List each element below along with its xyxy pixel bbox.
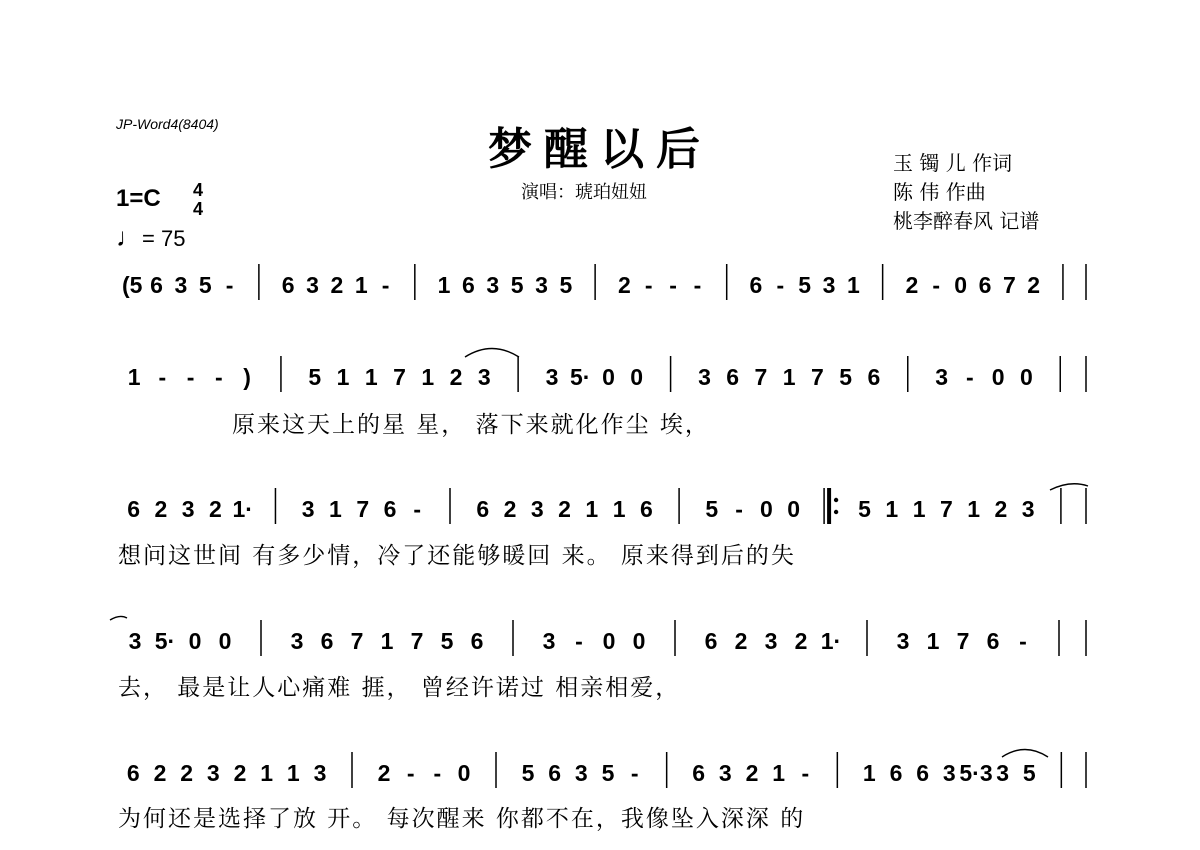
jianpu-note: 2	[794, 628, 808, 654]
dash-extension: -	[186, 364, 195, 390]
jianpu-note: 2	[377, 760, 391, 786]
jianpu-note: 6	[692, 760, 706, 786]
tie-arc	[1050, 484, 1088, 490]
dash-extension: -	[413, 496, 422, 522]
dash-extension: -	[630, 760, 639, 786]
jianpu-note: 2	[905, 272, 919, 298]
jianpu-note: 7	[410, 628, 424, 654]
jianpu-note: 1·	[232, 496, 253, 522]
time-signature-bottom: 4	[193, 199, 204, 219]
dash-extension: -	[735, 496, 743, 522]
jianpu-note: 3	[206, 760, 220, 786]
jianpu-note: 3	[545, 364, 559, 390]
transcriber-credit: 桃李醉春风 记谱	[893, 209, 1040, 233]
dash-extension: -	[433, 760, 442, 786]
jianpu-note: 5	[559, 272, 573, 298]
jianpu-note: 5	[858, 496, 871, 522]
jianpu-note: 7	[754, 364, 768, 390]
jianpu-note: 6	[548, 760, 562, 786]
lyric-line: 为何还是选择了放 开。 每次醒来 你都不在，我像坠入深深 的	[118, 806, 806, 832]
jianpu-note: 0	[602, 364, 615, 390]
tie-arc	[465, 349, 519, 358]
jianpu-note: 0	[457, 760, 471, 786]
jianpu-note: 3	[174, 272, 188, 298]
jianpu-note: 3	[181, 496, 195, 522]
jianpu-note: 3	[718, 760, 732, 786]
jianpu-note: 3	[574, 760, 588, 786]
jianpu-note: 5	[798, 272, 812, 298]
jianpu-note: 3	[1021, 496, 1035, 522]
dash-extension: -	[575, 628, 583, 654]
jianpu-note: 1	[329, 496, 342, 522]
dash-extension: -	[1019, 628, 1027, 654]
jianpu-note: 3	[313, 760, 327, 786]
jianpu-note: 3	[542, 628, 556, 654]
dash-extension: -	[158, 364, 167, 390]
jianpu-note: 2	[180, 760, 194, 786]
jianpu-note: 2	[734, 628, 748, 654]
jianpu-note: 1	[912, 496, 926, 522]
jianpu-note: 6	[978, 272, 992, 298]
repeat-dot	[834, 510, 838, 514]
jianpu-note: 1	[862, 760, 876, 786]
jianpu-note: 7	[350, 628, 364, 654]
dash-extension: -	[966, 364, 974, 390]
jianpu-note: 0	[218, 628, 232, 654]
jianpu-note: 1	[336, 364, 350, 390]
lyric-line: 原来这天上的星 星， 落下来就化作尘 埃，	[232, 412, 710, 438]
jianpu-note: 1	[127, 364, 141, 390]
jianpu-note: 3	[486, 272, 500, 298]
jianpu-note: 2	[449, 364, 463, 390]
key-signature: 1=C	[116, 185, 161, 212]
dash-extension: -	[776, 272, 785, 298]
jianpu-note: 6	[476, 496, 490, 522]
lyric-line: 去， 最是让人心痛难 捱， 曾经许诺过 相亲相爱，	[118, 675, 681, 701]
jianpu-note: 6	[867, 364, 881, 390]
jianpu-note: 7	[956, 628, 970, 654]
dash-extension: -	[669, 272, 677, 298]
jianpu-note: 3	[535, 272, 548, 298]
jianpu-note: 2	[1027, 272, 1041, 298]
dash-extension: -	[801, 760, 810, 786]
jianpu-note: 1	[885, 496, 899, 522]
time-signature-top: 4	[193, 180, 204, 200]
jianpu-note: 7	[811, 364, 824, 390]
jianpu-note: 0	[630, 364, 644, 390]
jianpu-note: 0	[632, 628, 646, 654]
jianpu-note: 3	[530, 496, 544, 522]
jianpu-note: 6	[916, 760, 930, 786]
jianpu-note: 2	[745, 760, 759, 786]
jianpu-note: 3	[290, 628, 304, 654]
jianpu-note: 6	[986, 628, 1000, 654]
jianpu-note: 0	[991, 364, 1005, 390]
dash-extension: -	[644, 272, 653, 298]
dash-extension: -	[225, 272, 234, 298]
jianpu-note: 7	[939, 496, 953, 522]
jianpu-note: 1	[847, 272, 860, 298]
jianpu-note: 1	[926, 628, 940, 654]
jianpu-note: 3	[996, 760, 1010, 786]
jianpu-note: 6	[150, 272, 163, 298]
jianpu-note: 3	[698, 364, 711, 390]
jianpu-note: 5	[521, 760, 535, 786]
jianpu-note: 1·	[820, 628, 842, 654]
dash-extension: -	[693, 272, 702, 298]
lyric-line: 想问这世间 有多少情，冷了还能够暖回 来。 原来得到后的失	[118, 543, 796, 569]
jianpu-note: 2	[558, 496, 571, 522]
jianpu-note: 5·	[154, 628, 176, 654]
jianpu-note: 1	[967, 496, 981, 522]
jianpu-note: 5	[1022, 760, 1036, 786]
jianpu-note: )	[243, 364, 251, 390]
jianpu-note: 0	[954, 272, 968, 298]
jianpu-note: 0	[1019, 364, 1033, 390]
jianpu-note: 1	[772, 760, 786, 786]
jianpu-note: 3	[935, 364, 949, 390]
lyricist-credit: 玉 镯 儿 作词	[893, 151, 1013, 175]
jianpu-note: 1	[585, 496, 599, 522]
jianpu-note: 1	[437, 272, 451, 298]
jianpu-note: 2	[503, 496, 517, 522]
tie-arc	[1002, 750, 1048, 758]
source-label: JP-Word4(8404)	[116, 116, 219, 132]
jianpu-note: 6	[889, 760, 903, 786]
dash-extension: -	[381, 272, 390, 298]
jianpu-note: 5	[839, 364, 853, 390]
jianpu-note: 6	[383, 496, 397, 522]
jianpu-note: 3	[301, 496, 315, 522]
jianpu-note: (5	[121, 272, 143, 298]
tempo-value: = 75	[142, 226, 186, 251]
tie-arc	[110, 616, 127, 620]
jianpu-note: 3	[128, 628, 142, 654]
jianpu-note: 5	[308, 364, 322, 390]
jianpu-note: 0	[759, 496, 773, 522]
jianpu-note: 0	[188, 628, 202, 654]
jianpu-note: 3	[477, 364, 491, 390]
jianpu-note: 6	[462, 272, 475, 298]
jianpu-note: 2	[233, 760, 247, 786]
jianpu-note: 5	[440, 628, 454, 654]
jianpu-note: 6	[470, 628, 484, 654]
jianpu-note: 6	[281, 272, 295, 298]
dash-extension: -	[214, 364, 223, 390]
jianpu-note: 6	[749, 272, 763, 298]
jianpu-note: 6	[726, 364, 740, 390]
jianpu-note: 1	[612, 496, 626, 522]
jianpu-note: 2	[153, 760, 167, 786]
jianpu-note: 7	[393, 364, 406, 390]
dash-extension: -	[932, 272, 941, 298]
quarter-note-icon: ♩	[116, 222, 142, 252]
jianpu-note: 2	[330, 272, 344, 298]
jianpu-note: 3	[942, 760, 956, 786]
jianpu-note: 5	[705, 496, 719, 522]
jianpu-note: 3	[822, 272, 836, 298]
jianpu-note: 1	[364, 364, 378, 390]
jianpu-note: 3	[896, 628, 910, 654]
jianpu-note: 1	[354, 272, 368, 298]
jianpu-note: 6	[126, 760, 140, 786]
jianpu-note: 5	[510, 272, 524, 298]
jianpu-note: 5	[601, 760, 615, 786]
jianpu-note: 2	[994, 496, 1008, 522]
composer-credit: 陈 伟 作曲	[893, 180, 986, 204]
jianpu-note: 0	[602, 628, 616, 654]
jianpu-note: 1	[260, 760, 274, 786]
jianpu-note: 6	[127, 496, 141, 522]
jianpu-note: 7	[1002, 272, 1016, 298]
jianpu-note: 3	[306, 272, 319, 298]
song-title: 梦醒以后	[488, 124, 712, 175]
jianpu-note: 2	[154, 496, 168, 522]
repeat-dot	[834, 498, 838, 502]
jianpu-note: 1	[421, 364, 435, 390]
jianpu-note: 5	[198, 272, 212, 298]
jianpu-note: 6	[639, 496, 653, 522]
jianpu-note: 1	[286, 760, 300, 786]
jianpu-note: 7	[356, 496, 370, 522]
jianpu-note: 6	[320, 628, 334, 654]
jianpu-note: 5·3	[959, 760, 993, 786]
jianpu-note: 2	[209, 496, 222, 522]
jianpu-note: 0	[787, 496, 801, 522]
singer-label: 演唱：琥珀妞妞	[521, 182, 647, 203]
jianpu-note: 2	[617, 272, 631, 298]
jianpu-note: 5·	[570, 364, 591, 390]
jianpu-note: 1	[782, 364, 796, 390]
jianpu-note: 3	[764, 628, 778, 654]
jianpu-note: 6	[704, 628, 718, 654]
jianpu-note: 1	[380, 628, 394, 654]
dash-extension: -	[406, 760, 415, 786]
